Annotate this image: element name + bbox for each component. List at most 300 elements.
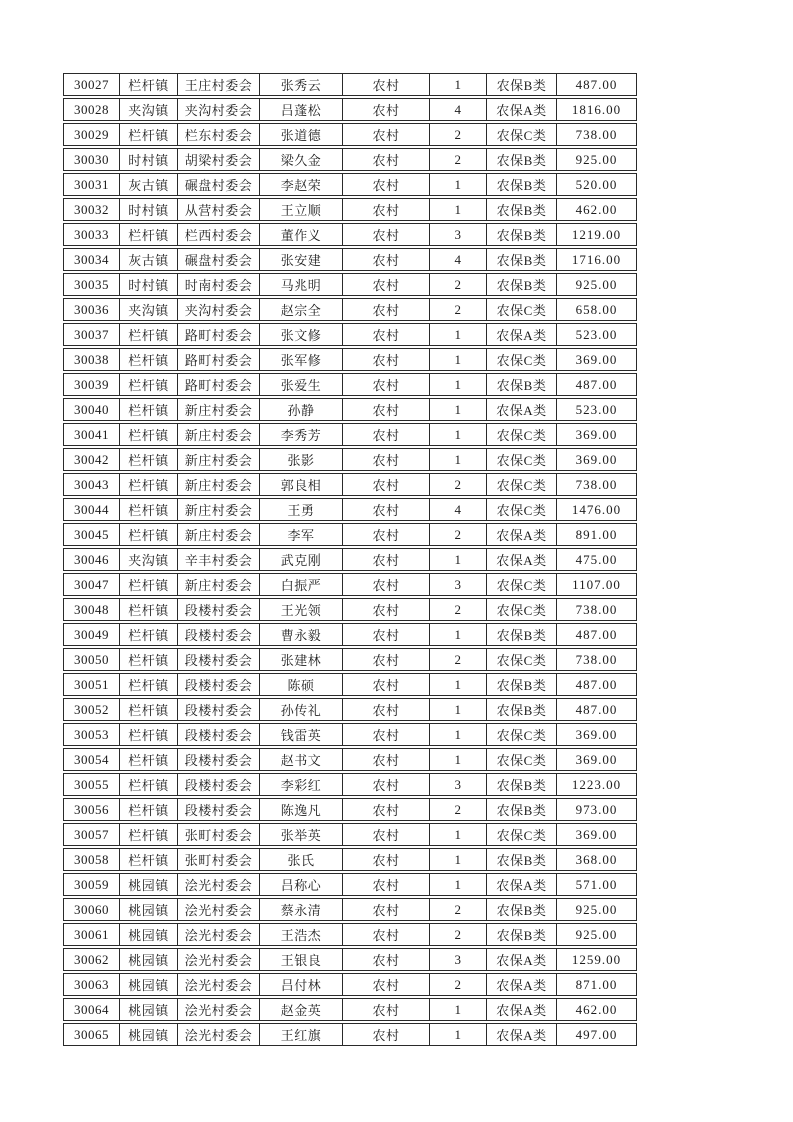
table-row (63, 548, 637, 571)
insurance-class-cell: 农保A类 (487, 549, 557, 570)
insurance-class-cell: 农保A类 (487, 524, 557, 545)
record-id-cell: 30027 (64, 74, 120, 95)
amount-cell: 973.00 (575, 801, 618, 817)
insurance-class-cell: 农保C类 (487, 649, 557, 670)
insurance-class-cell: 农保B类 (487, 774, 557, 795)
town-cell: 栏杆镇 (120, 624, 178, 645)
amount-cell: 1259.00 (571, 951, 622, 967)
village-committee-cell: 段楼村委会 (178, 749, 260, 770)
person-name-cell: 李秀芳 (260, 424, 343, 445)
person-count-cell: 2 (430, 274, 487, 295)
category-cell: 农村 (343, 624, 430, 645)
record-id-cell: 30037 (64, 324, 120, 345)
insurance-class-cell: 农保B类 (487, 899, 557, 920)
person-name-cell: 蔡永清 (260, 899, 343, 920)
record-id-cell: 30064 (64, 999, 120, 1020)
record-id-cell: 30039 (64, 374, 120, 395)
person-name-cell: 吕蓬松 (260, 99, 343, 120)
person-count-cell: 2 (430, 899, 487, 920)
record-id-cell: 30052 (64, 699, 120, 720)
person-name-cell: 董作义 (260, 224, 343, 245)
amount-cell: 738.00 (575, 476, 618, 492)
person-name-cell: 张文修 (260, 324, 343, 345)
person-count-cell: 2 (430, 474, 487, 495)
person-count-cell: 1 (430, 1024, 487, 1045)
person-name-cell: 武克刚 (260, 549, 343, 570)
person-name-cell: 张爱生 (260, 374, 343, 395)
village-committee-cell: 浍光村委会 (178, 874, 260, 895)
person-count-cell: 1 (430, 999, 487, 1020)
town-cell: 桃园镇 (120, 924, 178, 945)
town-cell: 桃园镇 (120, 949, 178, 970)
town-cell: 桃园镇 (120, 1024, 178, 1045)
record-id-cell: 30049 (64, 624, 120, 645)
person-name-cell: 郭良相 (260, 474, 343, 495)
insurance-class-cell: 农保B类 (487, 74, 557, 95)
table-row (63, 298, 637, 321)
person-count-cell: 1 (430, 699, 487, 720)
insurance-class-cell: 农保C类 (487, 724, 557, 745)
table-row (63, 948, 637, 971)
insurance-class-cell: 农保A类 (487, 974, 557, 995)
person-name-cell: 马兆明 (260, 274, 343, 295)
record-id-cell: 30053 (64, 724, 120, 745)
table-row (63, 98, 637, 121)
person-count-cell: 1 (430, 874, 487, 895)
insurance-class-cell: 农保A类 (487, 949, 557, 970)
town-cell: 栏杆镇 (120, 224, 178, 245)
category-cell: 农村 (343, 124, 430, 145)
table-row (63, 698, 637, 721)
table-row (63, 848, 637, 871)
village-committee-cell: 段楼村委会 (178, 799, 260, 820)
category-cell: 农村 (343, 199, 430, 220)
insurance-class-cell: 农保A类 (487, 399, 557, 420)
table-row (63, 798, 637, 821)
insurance-class-cell: 农保B类 (487, 674, 557, 695)
person-count-cell: 2 (430, 974, 487, 995)
village-committee-cell: 段楼村委会 (178, 699, 260, 720)
village-committee-cell: 胡梁村委会 (178, 149, 260, 170)
person-name-cell: 陈硕 (260, 674, 343, 695)
category-cell: 农村 (343, 574, 430, 595)
town-cell: 时村镇 (120, 149, 178, 170)
amount-cell: 475.00 (575, 551, 618, 567)
person-count-cell: 2 (430, 299, 487, 320)
person-name-cell: 王红旗 (260, 1024, 343, 1045)
category-cell: 农村 (343, 799, 430, 820)
person-count-cell: 1 (430, 424, 487, 445)
town-cell: 栏杆镇 (120, 599, 178, 620)
category-cell: 农村 (343, 449, 430, 470)
town-cell: 时村镇 (120, 274, 178, 295)
record-id-cell: 30060 (64, 899, 120, 920)
amount-cell: 1107.00 (572, 576, 621, 592)
category-cell: 农村 (343, 549, 430, 570)
category-cell: 农村 (343, 324, 430, 345)
town-cell: 栏杆镇 (120, 524, 178, 545)
insurance-class-cell: 农保C类 (487, 474, 557, 495)
record-id-cell: 30044 (64, 499, 120, 520)
town-cell: 夹沟镇 (120, 549, 178, 570)
village-committee-cell: 段楼村委会 (178, 774, 260, 795)
person-count-cell: 3 (430, 949, 487, 970)
record-id-cell: 30042 (64, 449, 120, 470)
amount-cell: 369.00 (575, 351, 618, 367)
amount-cell: 368.00 (575, 851, 618, 867)
person-count-cell: 3 (430, 774, 487, 795)
table-row (63, 723, 637, 746)
amount-cell: 658.00 (575, 301, 618, 317)
record-id-cell: 30048 (64, 599, 120, 620)
record-id-cell: 30056 (64, 799, 120, 820)
insurance-class-cell: 农保B类 (487, 374, 557, 395)
person-count-cell: 1 (430, 549, 487, 570)
person-name-cell: 曹永毅 (260, 624, 343, 645)
amount-cell: 925.00 (575, 926, 618, 942)
category-cell: 农村 (343, 699, 430, 720)
insurance-class-cell: 农保B类 (487, 699, 557, 720)
table-row (63, 648, 637, 671)
category-cell: 农村 (343, 899, 430, 920)
amount-cell: 925.00 (575, 901, 618, 917)
record-id-cell: 30043 (64, 474, 120, 495)
amount-cell: 369.00 (575, 726, 618, 742)
town-cell: 栏杆镇 (120, 399, 178, 420)
amount-cell: 520.00 (575, 176, 618, 192)
insurance-class-cell: 农保A类 (487, 874, 557, 895)
person-count-cell: 1 (430, 324, 487, 345)
person-count-cell: 2 (430, 799, 487, 820)
person-name-cell: 张秀云 (260, 74, 343, 95)
table-row (63, 73, 637, 96)
table-row (63, 923, 637, 946)
town-cell: 栏杆镇 (120, 774, 178, 795)
table-row (63, 498, 637, 521)
table-row (63, 773, 637, 796)
person-name-cell: 张氏 (260, 849, 343, 870)
category-cell: 农村 (343, 99, 430, 120)
town-cell: 夹沟镇 (120, 299, 178, 320)
person-count-cell: 1 (430, 749, 487, 770)
village-committee-cell: 夹沟村委会 (178, 299, 260, 320)
category-cell: 农村 (343, 249, 430, 270)
record-id-cell: 30031 (64, 174, 120, 195)
insurance-class-cell: 农保B类 (487, 274, 557, 295)
table-row (63, 398, 637, 421)
insurance-class-cell: 农保C类 (487, 449, 557, 470)
insurance-class-cell: 农保A类 (487, 99, 557, 120)
town-cell: 栏杆镇 (120, 799, 178, 820)
amount-cell: 487.00 (575, 701, 618, 717)
category-cell: 农村 (343, 924, 430, 945)
record-id-cell: 30041 (64, 424, 120, 445)
insurance-class-cell: 农保B类 (487, 799, 557, 820)
record-id-cell: 30028 (64, 99, 120, 120)
village-committee-cell: 新庄村委会 (178, 424, 260, 445)
record-id-cell: 30046 (64, 549, 120, 570)
amount-cell: 738.00 (575, 601, 618, 617)
village-committee-cell: 碾盘村委会 (178, 249, 260, 270)
person-name-cell: 张举英 (260, 824, 343, 845)
category-cell: 农村 (343, 649, 430, 670)
person-count-cell: 4 (430, 499, 487, 520)
person-name-cell: 赵金英 (260, 999, 343, 1020)
category-cell: 农村 (343, 774, 430, 795)
town-cell: 时村镇 (120, 199, 178, 220)
category-cell: 农村 (343, 674, 430, 695)
table-row (63, 898, 637, 921)
person-count-cell: 4 (430, 249, 487, 270)
insurance-class-cell: 农保B类 (487, 249, 557, 270)
village-committee-cell: 新庄村委会 (178, 399, 260, 420)
town-cell: 栏杆镇 (120, 499, 178, 520)
records-table (63, 73, 637, 1048)
person-name-cell: 张建林 (260, 649, 343, 670)
village-committee-cell: 栏西村委会 (178, 224, 260, 245)
person-count-cell: 1 (430, 849, 487, 870)
amount-cell: 487.00 (575, 376, 618, 392)
record-id-cell: 30057 (64, 824, 120, 845)
town-cell: 栏杆镇 (120, 349, 178, 370)
village-committee-cell: 段楼村委会 (178, 599, 260, 620)
insurance-class-cell: 农保C类 (487, 124, 557, 145)
table-row (63, 448, 637, 471)
amount-cell: 1816.00 (571, 101, 622, 117)
insurance-class-cell: 农保C类 (487, 299, 557, 320)
amount-cell: 369.00 (575, 451, 618, 467)
table-row (63, 823, 637, 846)
category-cell: 农村 (343, 274, 430, 295)
amount-cell: 738.00 (575, 126, 618, 142)
town-cell: 栏杆镇 (120, 424, 178, 445)
table-row (63, 623, 637, 646)
person-name-cell: 李彩红 (260, 774, 343, 795)
town-cell: 栏杆镇 (120, 699, 178, 720)
person-name-cell: 梁久金 (260, 149, 343, 170)
insurance-class-cell: 农保B类 (487, 849, 557, 870)
person-name-cell: 王光领 (260, 599, 343, 620)
person-count-cell: 1 (430, 449, 487, 470)
person-count-cell: 1 (430, 824, 487, 845)
record-id-cell: 30034 (64, 249, 120, 270)
town-cell: 夹沟镇 (120, 99, 178, 120)
person-count-cell: 1 (430, 674, 487, 695)
table-row (63, 748, 637, 771)
insurance-class-cell: 农保B类 (487, 624, 557, 645)
category-cell: 农村 (343, 149, 430, 170)
record-id-cell: 30030 (64, 149, 120, 170)
table-row (63, 973, 637, 996)
category-cell: 农村 (343, 874, 430, 895)
person-count-cell: 1 (430, 374, 487, 395)
category-cell: 农村 (343, 824, 430, 845)
village-committee-cell: 段楼村委会 (178, 649, 260, 670)
town-cell: 栏杆镇 (120, 574, 178, 595)
record-id-cell: 30065 (64, 1024, 120, 1045)
person-count-cell: 2 (430, 599, 487, 620)
table-row (63, 473, 637, 496)
person-name-cell: 钱雷英 (260, 724, 343, 745)
town-cell: 栏杆镇 (120, 824, 178, 845)
table-row (63, 323, 637, 346)
insurance-class-cell: 农保B类 (487, 924, 557, 945)
person-name-cell: 孙传礼 (260, 699, 343, 720)
amount-cell: 462.00 (575, 201, 618, 217)
record-id-cell: 30063 (64, 974, 120, 995)
table-row (63, 173, 637, 196)
person-name-cell: 王银良 (260, 949, 343, 970)
record-id-cell: 30029 (64, 124, 120, 145)
insurance-class-cell: 农保C类 (487, 349, 557, 370)
person-count-cell: 1 (430, 199, 487, 220)
table-row (63, 573, 637, 596)
record-id-cell: 30055 (64, 774, 120, 795)
table-row (63, 373, 637, 396)
amount-cell: 738.00 (575, 651, 618, 667)
village-committee-cell: 时南村委会 (178, 274, 260, 295)
town-cell: 栏杆镇 (120, 474, 178, 495)
amount-cell: 487.00 (575, 76, 618, 92)
village-committee-cell: 段楼村委会 (178, 724, 260, 745)
town-cell: 桃园镇 (120, 899, 178, 920)
category-cell: 农村 (343, 74, 430, 95)
town-cell: 栏杆镇 (120, 324, 178, 345)
village-committee-cell: 王庄村委会 (178, 74, 260, 95)
person-count-cell: 2 (430, 649, 487, 670)
village-committee-cell: 浍光村委会 (178, 949, 260, 970)
amount-cell: 523.00 (575, 401, 618, 417)
amount-cell: 369.00 (575, 426, 618, 442)
town-cell: 栏杆镇 (120, 124, 178, 145)
village-committee-cell: 夹沟村委会 (178, 99, 260, 120)
category-cell: 农村 (343, 424, 430, 445)
town-cell: 栏杆镇 (120, 374, 178, 395)
category-cell: 农村 (343, 749, 430, 770)
amount-cell: 462.00 (575, 1001, 618, 1017)
village-committee-cell: 新庄村委会 (178, 574, 260, 595)
insurance-class-cell: 农保A类 (487, 1024, 557, 1045)
person-count-cell: 2 (430, 124, 487, 145)
amount-cell: 369.00 (575, 826, 618, 842)
insurance-class-cell: 农保C类 (487, 824, 557, 845)
category-cell: 农村 (343, 599, 430, 620)
person-name-cell: 李军 (260, 524, 343, 545)
town-cell: 栏杆镇 (120, 649, 178, 670)
person-name-cell: 吕称心 (260, 874, 343, 895)
village-committee-cell: 段楼村委会 (178, 674, 260, 695)
town-cell: 灰古镇 (120, 249, 178, 270)
table-row (63, 423, 637, 446)
person-count-cell: 1 (430, 174, 487, 195)
person-name-cell: 孙静 (260, 399, 343, 420)
town-cell: 桃园镇 (120, 974, 178, 995)
town-cell: 栏杆镇 (120, 74, 178, 95)
town-cell: 栏杆镇 (120, 674, 178, 695)
amount-cell: 871.00 (575, 976, 618, 992)
village-committee-cell: 路町村委会 (178, 349, 260, 370)
person-count-cell: 1 (430, 74, 487, 95)
insurance-class-cell: 农保C类 (487, 499, 557, 520)
village-committee-cell: 新庄村委会 (178, 449, 260, 470)
village-committee-cell: 浍光村委会 (178, 999, 260, 1020)
table-row (63, 273, 637, 296)
person-count-cell: 1 (430, 724, 487, 745)
person-count-cell: 1 (430, 349, 487, 370)
amount-cell: 1716.00 (571, 251, 622, 267)
person-name-cell: 张军修 (260, 349, 343, 370)
category-cell: 农村 (343, 174, 430, 195)
amount-cell: 369.00 (575, 751, 618, 767)
table-row (63, 198, 637, 221)
table-row (63, 148, 637, 171)
insurance-class-cell: 农保C类 (487, 749, 557, 770)
category-cell: 农村 (343, 499, 430, 520)
table-row (63, 523, 637, 546)
person-name-cell: 赵书文 (260, 749, 343, 770)
category-cell: 农村 (343, 849, 430, 870)
village-committee-cell: 浍光村委会 (178, 924, 260, 945)
category-cell: 农村 (343, 474, 430, 495)
category-cell: 农村 (343, 999, 430, 1020)
person-name-cell: 王立顺 (260, 199, 343, 220)
record-id-cell: 30061 (64, 924, 120, 945)
village-committee-cell: 碾盘村委会 (178, 174, 260, 195)
table-row (63, 123, 637, 146)
record-id-cell: 30040 (64, 399, 120, 420)
insurance-class-cell: 农保B类 (487, 199, 557, 220)
town-cell: 栏杆镇 (120, 724, 178, 745)
table-row (63, 673, 637, 696)
amount-cell: 1476.00 (571, 501, 622, 517)
record-id-cell: 30045 (64, 524, 120, 545)
village-committee-cell: 浍光村委会 (178, 1024, 260, 1045)
person-count-cell: 2 (430, 524, 487, 545)
record-id-cell: 30032 (64, 199, 120, 220)
amount-cell: 891.00 (575, 526, 618, 542)
amount-cell: 487.00 (575, 676, 618, 692)
record-id-cell: 30050 (64, 649, 120, 670)
person-name-cell: 张影 (260, 449, 343, 470)
record-id-cell: 30062 (64, 949, 120, 970)
town-cell: 桃园镇 (120, 999, 178, 1020)
category-cell: 农村 (343, 524, 430, 545)
table-row (63, 248, 637, 271)
amount-cell: 571.00 (575, 876, 618, 892)
village-committee-cell: 路町村委会 (178, 324, 260, 345)
person-count-cell: 3 (430, 224, 487, 245)
person-name-cell: 李赵荣 (260, 174, 343, 195)
record-id-cell: 30035 (64, 274, 120, 295)
village-committee-cell: 新庄村委会 (178, 499, 260, 520)
record-id-cell: 30051 (64, 674, 120, 695)
record-id-cell: 30033 (64, 224, 120, 245)
person-count-cell: 4 (430, 99, 487, 120)
town-cell: 桃园镇 (120, 874, 178, 895)
village-committee-cell: 张町村委会 (178, 849, 260, 870)
category-cell: 农村 (343, 374, 430, 395)
person-name-cell: 白振严 (260, 574, 343, 595)
person-name-cell: 王浩杰 (260, 924, 343, 945)
amount-cell: 925.00 (575, 151, 618, 167)
village-committee-cell: 从营村委会 (178, 199, 260, 220)
table-row (63, 1023, 637, 1046)
amount-cell: 1219.00 (571, 226, 622, 242)
amount-cell: 487.00 (575, 626, 618, 642)
person-name-cell: 张道德 (260, 124, 343, 145)
person-count-cell: 1 (430, 399, 487, 420)
village-committee-cell: 浍光村委会 (178, 974, 260, 995)
